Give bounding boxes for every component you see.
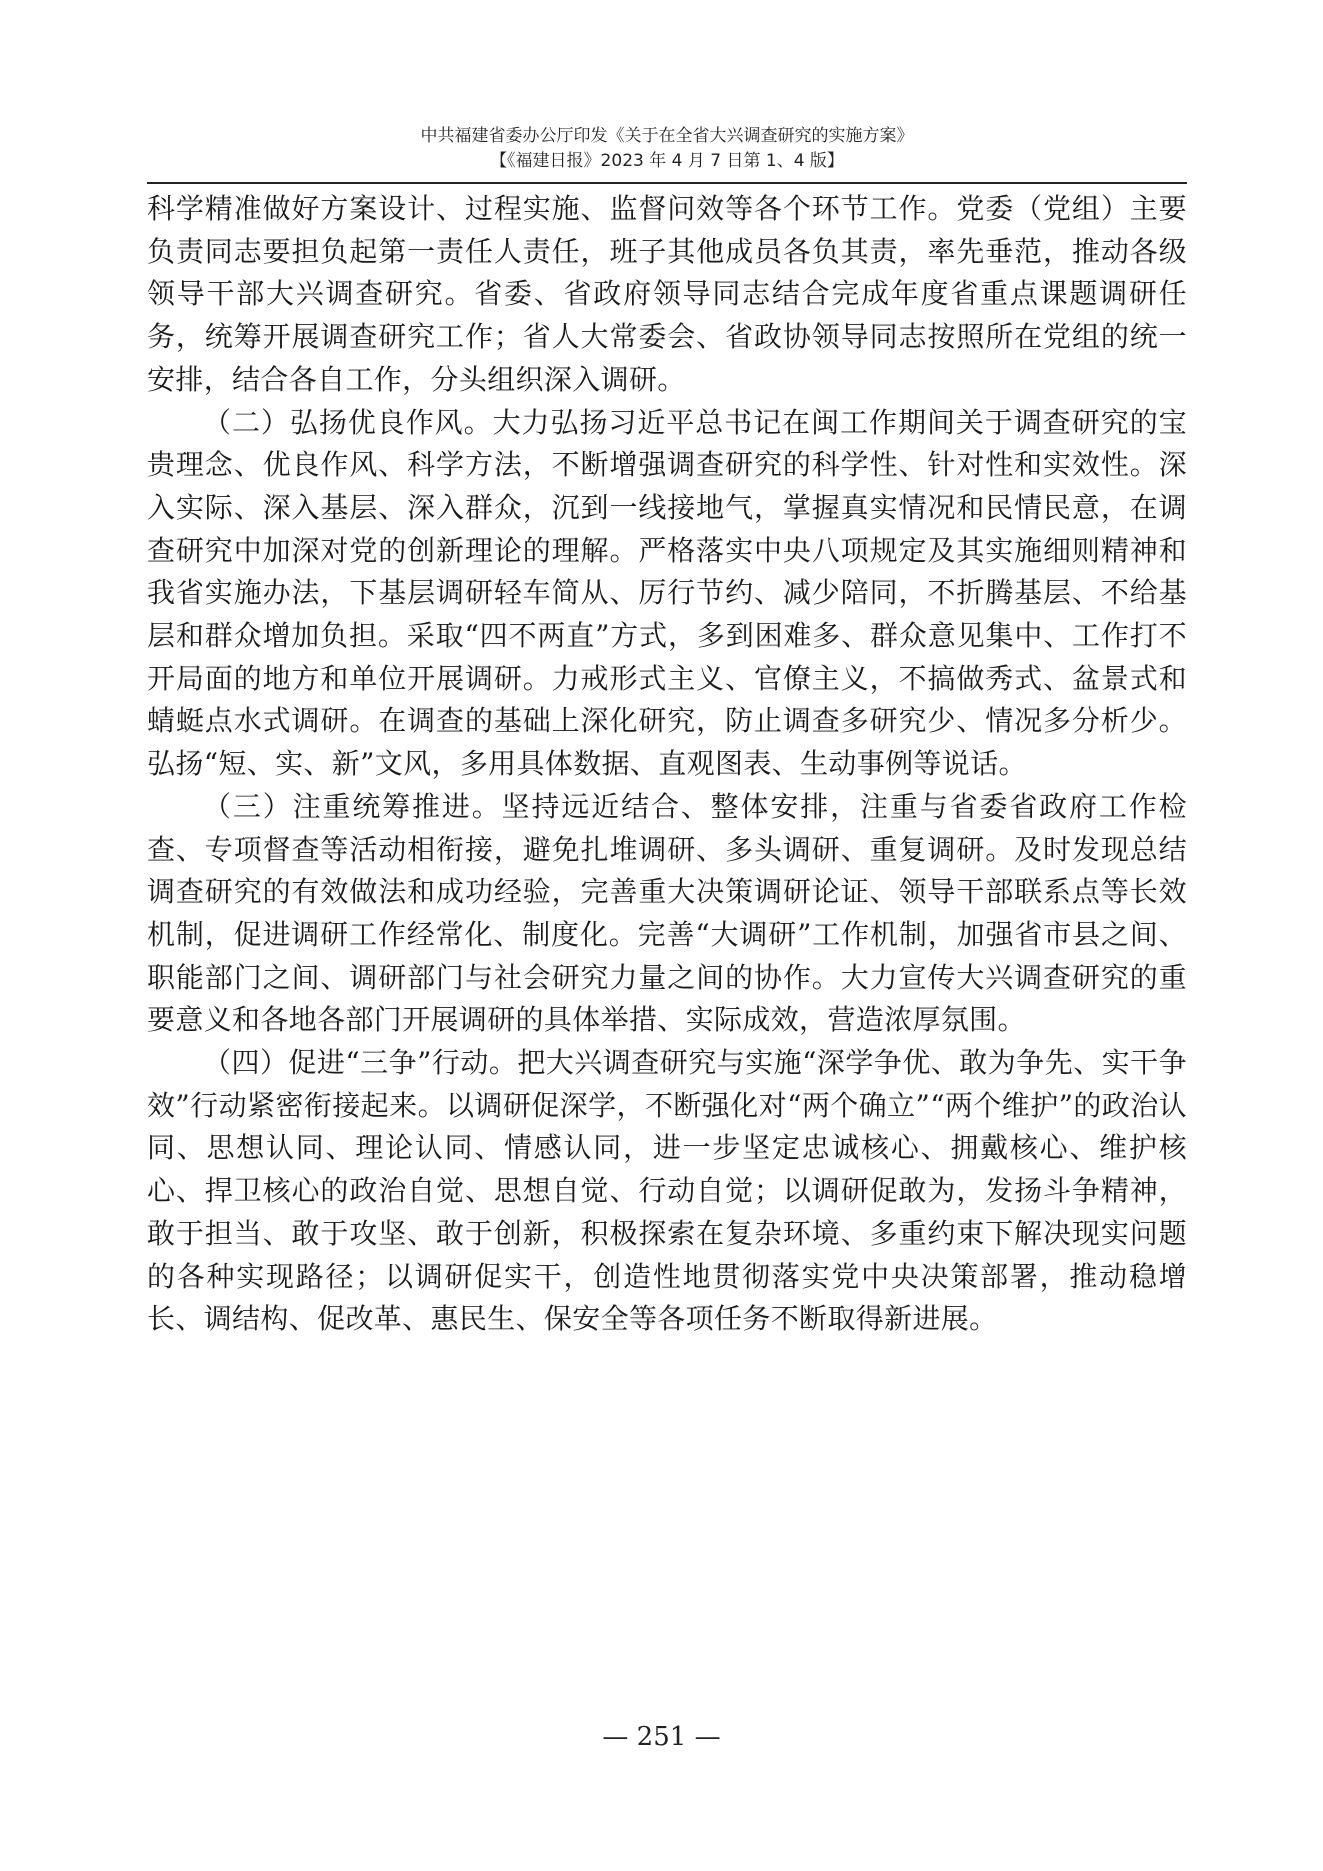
paragraph-section-3: （三）注重统筹推进。坚持远近结合、整体安排，注重与省委省政府工作检查、专项督查等活动相衔接，避免扎堆调研、多头调研、重复调研。及时发现总结调查研究的有效做法和成功经验，完善重大决策调研论证、领导干部联系点等长效机制，促进调研工作经常化、制度化。完善“大调研”工作机制，加强省市县之间、职能部门之间、调研部门与社会研究力量之间的协作。大力宣传大兴调查研究的重要意义和各地各部门开展调研的具体举措、实际成效，营造浓厚氛围。 (147, 789, 1187, 1037)
header-divider (147, 182, 1187, 184)
header-title: 中共福建省委办公厅印发《关于在全省大兴调查研究的实施方案》 (420, 126, 914, 146)
header-source: 【《福建日报》2023 年 4 月 7 日第 1、4 版】 (490, 151, 844, 171)
document-body (147, 188, 1187, 1341)
paragraph-section-2: （二）弘扬优良作风。大力弘扬习近平总书记在闽工作期间关于调查研究的宝贵理念、优良作风、科学方法，不断增强调查研究的科学性、针对性和实效性。深入实际、深入基层、深入群众，沉到一线接地气，掌握真实情况和民情民意，在调查研究中加深对党的创新理论的理解。严格落实中央八项规定及其实施细则精神和我省实施办法，下基层调研轻车简从、厉行节约、减少陪同，不折腾基层、不给基层和群众增加负担。采取“四不两直”方式，多到困难多、群众意见集中、工作打不开局面的地方和单位开展调研。力戒形式主义、官僚主义，不搞做秀式、盆景式和蜻蜓点水式调研。在调查的基础上深化研究，防止调查多研究少、情况多分析少。弘扬“短、实、新”文风，多用具体数据、直观图表、生动事例等说话。 (147, 405, 1187, 781)
page-number: — 251 — (602, 1722, 721, 1752)
paragraph-section-4: （四）促进“三争”行动。把大兴调查研究与实施“深学争优、敢为争先、实干争效”行动紧密衔接起来。以调研促深学，不断强化对“两个确立”“两个维护”的政治认同、思想认同、理论认同、情感认同，进一步坚定忠诚核心、拥戴核心、维护核心、捍卫核心的政治自觉、思想自觉、行动自觉；以调研促敢为，发扬斗争精神，敢于担当、敢于攻坚、敢于创新，积极探索在复杂环境、多重约束下解决现实问题的各种实现路径；以调研促实干，创造性地贯彻落实党中央决策部署，推动稳增长、调结构、促改革、惠民生、保安全等各项任务不断取得新进展。 (147, 1046, 1187, 1336)
page-header (147, 124, 1187, 174)
paragraph-continuation: 科学精准做好方案设计、过程实施、监督问效等各个环节工作。党委（党组）主要负责同志要担负起第一责任人责任，班子其他成员各负其责，率先垂范，推动各级领导干部大兴调查研究。省委、省政府领导同志结合完成年度省重点课题调研任务，统筹开展调查研究工作；省人大常委会、省政协领导同志按照所在党组的统一安排，结合各自工作，分头组织深入调研。 (147, 192, 1187, 396)
